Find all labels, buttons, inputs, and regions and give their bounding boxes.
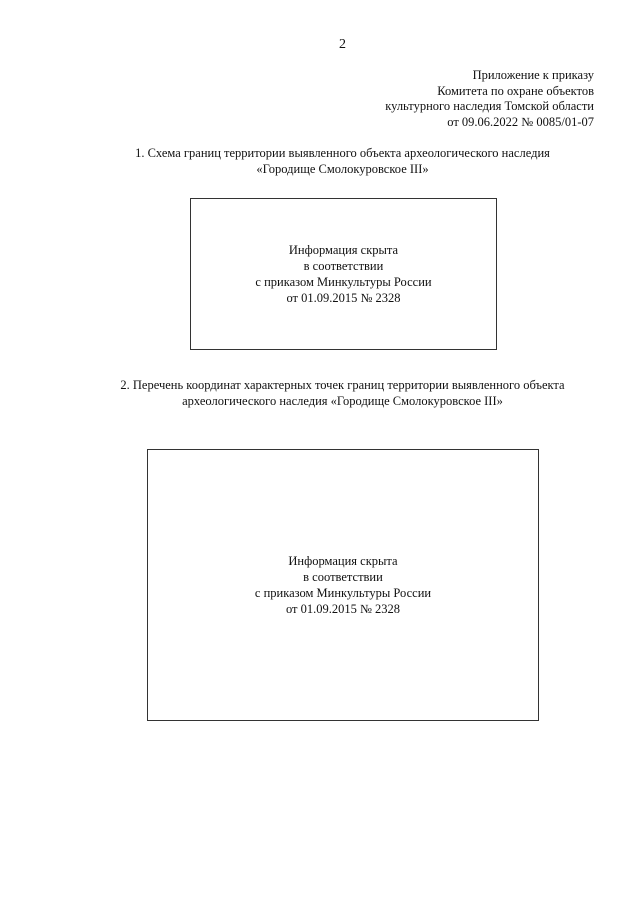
hidden-info-text: от 01.09.2015 № 2328 bbox=[286, 291, 401, 305]
hidden-info-text: с приказом Минкультуры России bbox=[255, 275, 432, 289]
section-1-title-line: 1. Схема границ территории выявленного объекта археологического наследия bbox=[135, 146, 550, 160]
hidden-info-box-coordinates bbox=[147, 449, 539, 721]
hidden-info-text: с приказом Минкультуры России bbox=[254, 586, 432, 600]
hidden-info-text: от 01.09.2015 № 2328 bbox=[285, 602, 401, 616]
section-1-title-line: «Городище Смолокуровское III» bbox=[256, 162, 429, 176]
appendix-line: Комитета по охране объектов bbox=[437, 83, 594, 98]
hidden-info-text: Информация скрыта bbox=[288, 243, 399, 257]
hidden-info-text: в соответствии bbox=[303, 570, 383, 584]
appendix-header bbox=[385, 68, 594, 130]
hidden-info-text: в соответствии bbox=[303, 259, 384, 273]
appendix-line: культурного наследия Томской области bbox=[385, 99, 594, 113]
section-1-title bbox=[0, 145, 640, 177]
appendix-order-date: от 09.06.2022 № 0085/01-07 bbox=[447, 114, 594, 129]
section-2-title-line: археологического наследия «Городище Смолокуровское III» bbox=[182, 394, 503, 408]
hidden-info-text: Информация скрыта bbox=[288, 554, 398, 568]
page-number: 2 bbox=[339, 37, 346, 52]
section-2-title bbox=[0, 377, 640, 409]
section-2-title-line: 2. Перечень координат характерных точек границ территории выявленного объекта bbox=[120, 378, 565, 392]
appendix-line: Приложение к приказу bbox=[472, 68, 594, 82]
hidden-info-box-scheme bbox=[190, 198, 497, 350]
